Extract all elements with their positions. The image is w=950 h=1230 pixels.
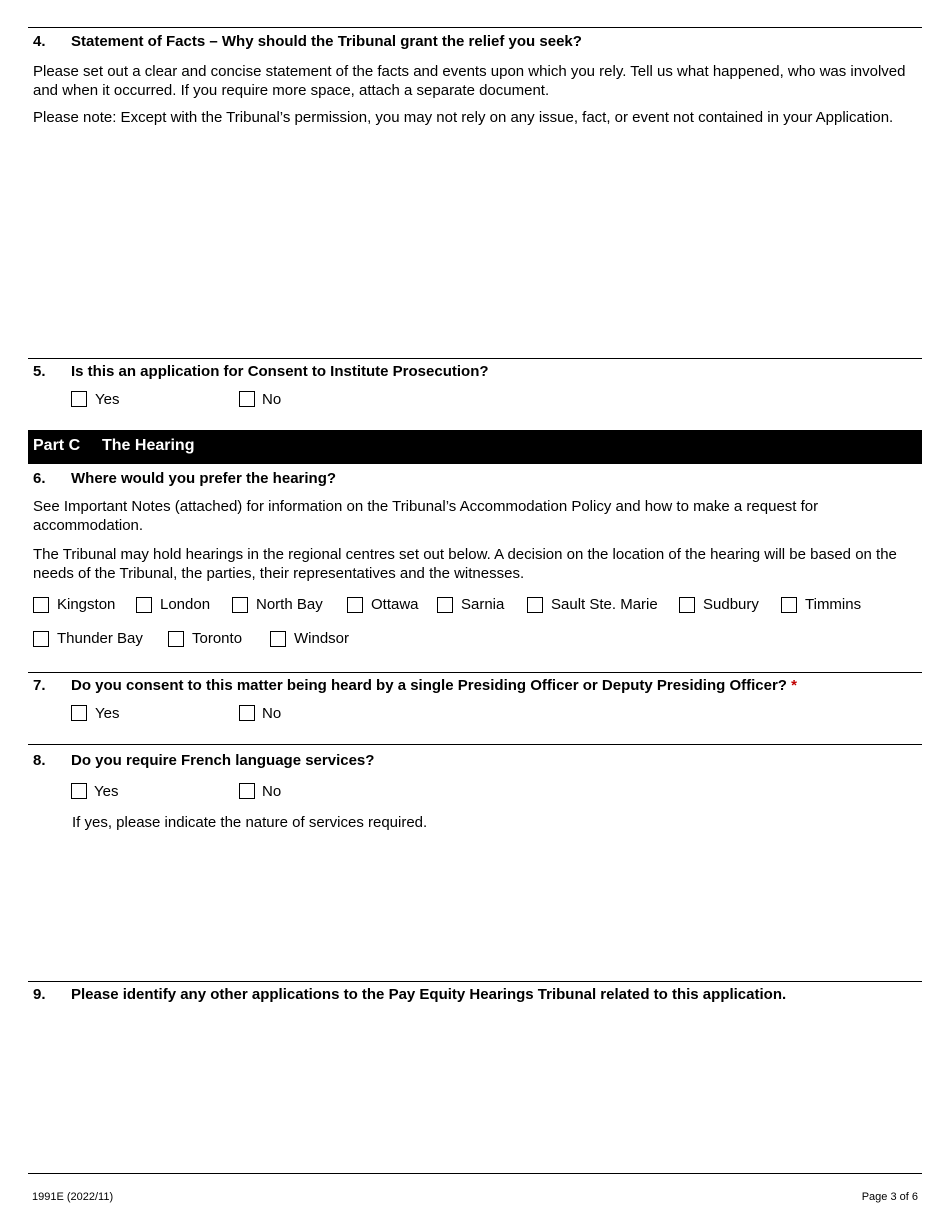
part-c-title: The Hearing <box>102 437 195 454</box>
location-label-sarnia: Sarnia <box>461 596 505 613</box>
q7-no-checkbox[interactable] <box>239 705 255 721</box>
location-label-toronto: Toronto <box>192 630 243 647</box>
q7-no-label: No <box>262 705 282 722</box>
divider <box>28 981 922 982</box>
q6-number: 6. <box>33 470 46 487</box>
location-label-london: London <box>160 596 211 613</box>
location-checkbox-london[interactable] <box>136 597 152 613</box>
q5-number: 5. <box>33 363 46 380</box>
location-label-sudbury: Sudbury <box>703 596 759 613</box>
required-marker: * <box>791 677 797 694</box>
q9-number: 9. <box>33 986 46 1003</box>
location-checkbox-timmins[interactable] <box>781 597 797 613</box>
location-label-windsor: Windsor <box>294 630 350 647</box>
statement-of-facts-field[interactable] <box>28 150 922 350</box>
part-c-header <box>28 430 922 464</box>
location-label-thunder-bay: Thunder Bay <box>57 630 143 647</box>
q6-note-accommodation: See Important Notes (attached) for information on the Tribunal’s Accommodation Policy and how to make a request for accommodation. <box>33 498 819 534</box>
q4-instruction: Please set out a clear and concise statement of the facts and events upon which you rely. Tell us what happened, who was involved and when it occurred. If you require more space, attach a separate document. <box>33 63 906 99</box>
part-c-label: Part C <box>33 437 81 454</box>
location-checkbox-thunder-bay[interactable] <box>33 631 49 647</box>
form-id: 1991E (2022/11) <box>32 1191 114 1203</box>
q5-title: Is this an application for Consent to Institute Prosecution? <box>71 363 489 380</box>
page-number: Page 3 of 6 <box>861 1191 918 1203</box>
q5-no-label: No <box>262 391 282 408</box>
q6-title: Where would you prefer the hearing? <box>71 470 337 487</box>
q7-yes-checkbox[interactable] <box>71 705 87 721</box>
divider <box>28 672 922 673</box>
q7-yes-label: Yes <box>95 705 120 722</box>
location-checkbox-kingston[interactable] <box>33 597 49 613</box>
q8-followup: If yes, please indicate the nature of services required. <box>72 814 428 831</box>
q5-yes-checkbox[interactable] <box>71 391 87 407</box>
divider <box>28 744 922 745</box>
location-label-north-bay: North Bay <box>256 596 323 613</box>
q8-yes-checkbox[interactable] <box>71 783 87 799</box>
q8-title: Do you require French language services? <box>71 752 375 769</box>
location-checkbox-ottawa[interactable] <box>347 597 363 613</box>
q8-no-label: No <box>262 783 282 800</box>
location-checkbox-toronto[interactable] <box>168 631 184 647</box>
q9-title: Please identify any other applications to the Pay Equity Hearings Tribunal related to this application. <box>71 986 787 1003</box>
q6-note-regional-centres: The Tribunal may hold hearings in the regional centres set out below. A decision on the location of the hearing will be based on the needs of the Tribunal, the parties, their representatives and the witnesses. <box>33 546 897 582</box>
related-applications-field[interactable] <box>28 1010 922 1165</box>
location-label-ottawa: Ottawa <box>371 596 419 613</box>
q4-number: 4. <box>33 33 46 50</box>
location-checkbox-sarnia[interactable] <box>437 597 453 613</box>
q8-number: 8. <box>33 752 46 769</box>
q7-number: 7. <box>33 677 46 694</box>
location-label-sault-ste-marie: Sault Ste. Marie <box>551 596 658 613</box>
divider <box>28 358 922 359</box>
q7-title: Do you consent to this matter being heard by a single Presiding Officer or Deputy Presiding Officer? <box>71 677 787 694</box>
q4-title: Statement of Facts – Why should the Tribunal grant the relief you seek? <box>71 33 582 50</box>
q8-no-checkbox[interactable] <box>239 783 255 799</box>
location-checkbox-sudbury[interactable] <box>679 597 695 613</box>
footer-divider <box>28 1173 922 1174</box>
location-checkbox-north-bay[interactable] <box>232 597 248 613</box>
q5-no-checkbox[interactable] <box>239 391 255 407</box>
divider <box>28 27 922 28</box>
q8-yes-label: Yes <box>94 783 119 800</box>
q5-yes-label: Yes <box>95 391 120 408</box>
location-checkbox-windsor[interactable] <box>270 631 286 647</box>
location-label-timmins: Timmins <box>805 596 862 613</box>
q7-title-line <box>71 677 797 694</box>
location-checkbox-sault-ste-marie[interactable] <box>527 597 543 613</box>
q4-note: Please note: Except with the Tribunal’s permission, you may not rely on any issue, fact, or event not contained in your Application. <box>33 109 894 126</box>
location-label-kingston: Kingston <box>57 596 116 613</box>
french-services-field[interactable] <box>28 840 922 975</box>
